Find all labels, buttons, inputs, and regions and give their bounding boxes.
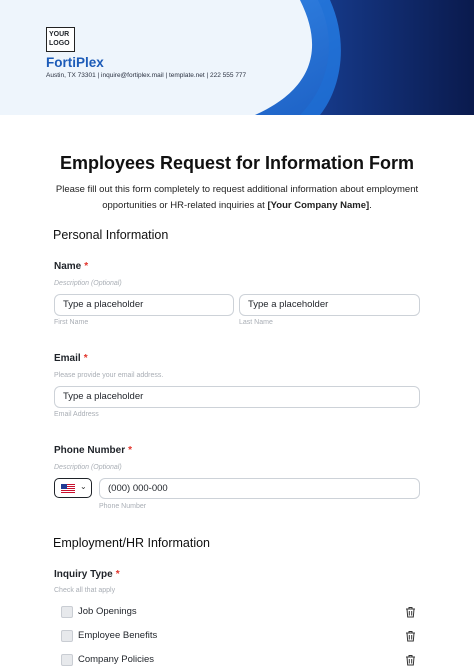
first-name-sublabel: First Name (54, 319, 89, 326)
phone-input[interactable]: (000) 000-000 (99, 478, 420, 499)
required-mark: * (84, 261, 89, 272)
email-label-text: Email (54, 353, 81, 364)
checkbox[interactable] (61, 630, 73, 642)
checkbox[interactable] (61, 654, 73, 666)
letterhead (0, 0, 474, 115)
email-description: Please provide your email address. (54, 372, 164, 379)
last-name-sublabel: Last Name (239, 319, 273, 326)
phone-label-text: Phone Number (54, 445, 126, 456)
name-description: Description (Optional) (54, 280, 122, 287)
checkbox-label: Employee Benefits (78, 630, 158, 641)
brand-name: FortiPlex (46, 55, 104, 70)
us-flag-icon (61, 484, 75, 493)
email-label (54, 353, 88, 364)
required-mark: * (115, 569, 120, 580)
section-heading-employment: Employment/HR Information (53, 536, 211, 550)
contact-line: Austin, TX 73301 | inquire@fortiplex.mail | template.net | 222 555 777 (46, 72, 247, 79)
email-sublabel: Email Address (54, 411, 99, 418)
checkbox-option[interactable] (61, 654, 421, 668)
trash-icon[interactable] (405, 654, 416, 666)
checkbox[interactable] (61, 606, 73, 618)
inquiry-type-label-text: Inquiry Type (54, 569, 113, 580)
intro-text: Please fill out this form completely to request additional information about employment opportunities or HR-related inquiries at (55, 184, 419, 211)
trash-icon[interactable] (405, 630, 416, 642)
checkbox-option[interactable] (61, 606, 421, 620)
intro-company: [Your Company Name] (267, 200, 370, 211)
first-name-input[interactable]: Type a placeholder (54, 294, 234, 316)
name-label-text: Name (54, 261, 82, 272)
country-code-select[interactable] (54, 478, 92, 498)
required-mark: * (128, 445, 133, 456)
phone-description: Description (Optional) (54, 464, 122, 471)
intro-end: . (369, 200, 372, 211)
inquiry-type-description: Check all that apply (54, 587, 116, 594)
phone-sublabel: Phone Number (99, 503, 147, 510)
checkbox-label: Job Openings (78, 606, 137, 617)
checkbox-option[interactable] (61, 630, 421, 644)
email-input[interactable]: Type a placeholder (54, 386, 420, 408)
company-logo: YOUR LOGO (46, 27, 75, 52)
form-title: Employees Request for Information Form (59, 153, 415, 173)
name-label (54, 261, 88, 272)
checkbox-label: Company Policies (78, 654, 155, 665)
trash-icon[interactable] (405, 606, 416, 618)
last-name-input[interactable]: Type a placeholder (239, 294, 420, 316)
inquiry-type-label (54, 569, 120, 580)
chevron-down-icon: ⌄ (80, 482, 87, 491)
required-mark: * (83, 353, 88, 364)
section-heading-personal: Personal Information (53, 228, 169, 242)
phone-label (54, 445, 132, 456)
form-intro (40, 182, 434, 214)
